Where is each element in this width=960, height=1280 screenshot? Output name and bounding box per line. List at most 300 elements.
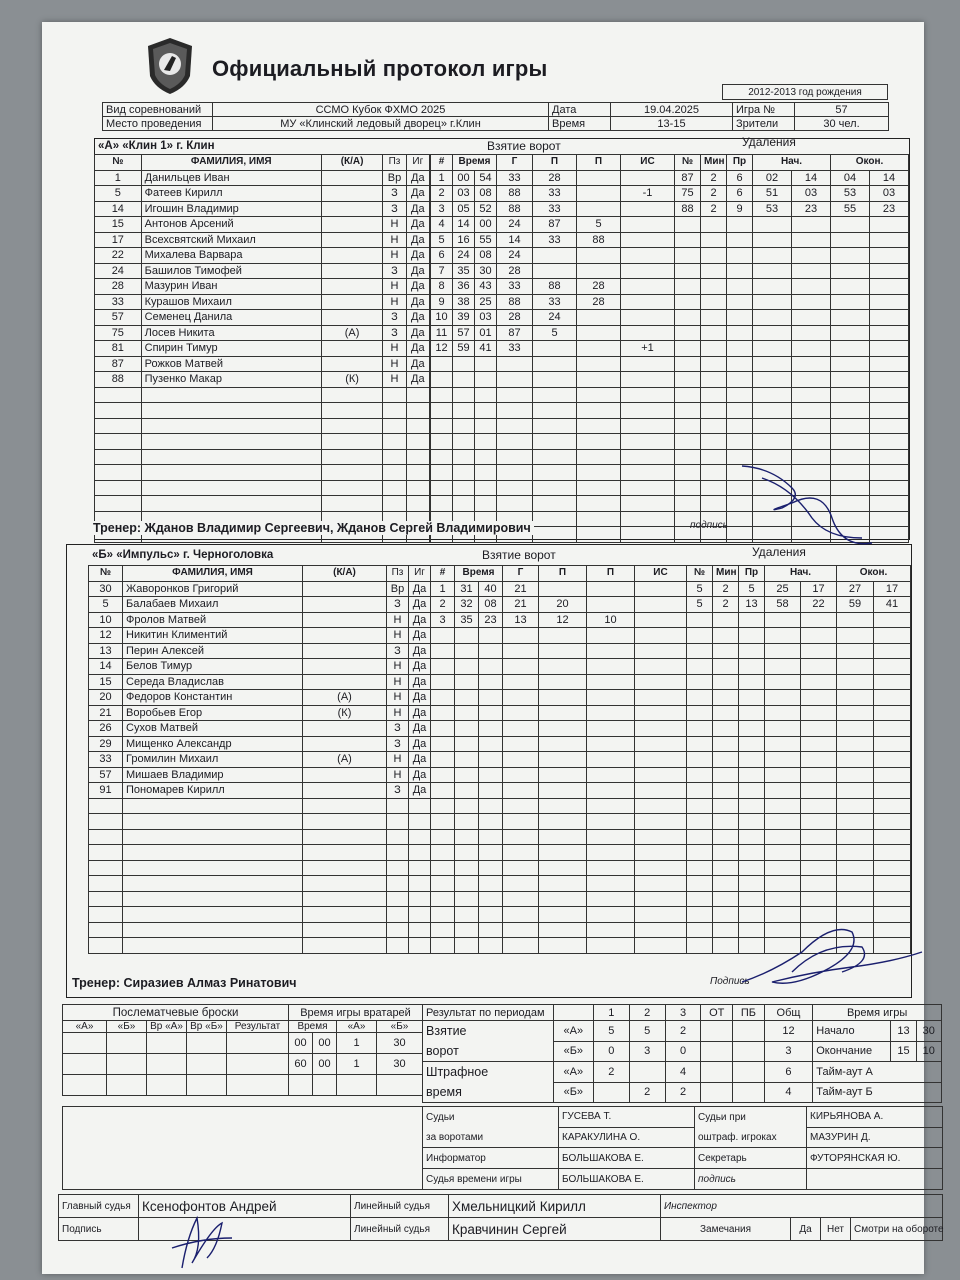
table-row <box>431 860 687 876</box>
penalty-end-sec <box>874 845 911 861</box>
player-plays <box>409 876 431 892</box>
penalty-end-min: 04 <box>831 170 870 186</box>
goal-assist-1 <box>533 434 577 450</box>
goal-assist-1 <box>539 845 587 861</box>
team-a-goals-title: Взятие ворот <box>487 139 561 153</box>
goal-situation <box>635 581 687 597</box>
player-captain-mark <box>321 186 382 202</box>
shootout-col: Вр «А» <box>147 1021 187 1033</box>
meta-table <box>102 102 889 131</box>
table-row <box>89 597 431 613</box>
goal-situation: +1 <box>621 341 675 357</box>
player-plays: Да <box>406 186 429 202</box>
player-name <box>123 907 303 923</box>
goal-second <box>479 736 503 752</box>
pim-team-b: «Б» <box>553 1082 593 1103</box>
goal-assist-2 <box>577 527 621 543</box>
penalty-end-sec <box>874 612 911 628</box>
goal-situation <box>635 736 687 752</box>
penalty-start-min <box>765 814 801 830</box>
penalty-end-min <box>837 628 874 644</box>
goal-situation <box>621 372 675 388</box>
table-row <box>431 767 687 783</box>
goal-assist-2 <box>577 434 621 450</box>
goal-second <box>479 814 503 830</box>
goals-a-p2: 5 <box>629 1021 665 1042</box>
player-position <box>387 922 409 938</box>
player-number <box>95 496 142 512</box>
player-position: Н <box>387 767 409 783</box>
penalty-code <box>739 845 765 861</box>
team-b-penalties <box>686 565 911 954</box>
player-captain-mark <box>321 434 382 450</box>
penalty-player <box>687 612 713 628</box>
penalty-start-sec <box>801 628 837 644</box>
player-name: Башилов Тимофей <box>141 263 321 279</box>
goal-assist-1 <box>539 659 587 675</box>
goal-situation <box>621 480 675 496</box>
player-name: Фролов Матвей <box>123 612 303 628</box>
penalty-code <box>739 891 765 907</box>
goal-assist-2 <box>587 767 635 783</box>
table-row <box>431 186 675 202</box>
player-position: З <box>387 736 409 752</box>
table-row <box>687 736 911 752</box>
player-name: Пузенко Макар <box>141 372 321 388</box>
goal-assist-1 <box>533 387 577 403</box>
linesman-label-1: Линейный судья <box>351 1195 449 1218</box>
penalty-end-sec: 41 <box>874 597 911 613</box>
goal-assist-2 <box>577 496 621 512</box>
player-plays <box>409 798 431 814</box>
player-position: Н <box>383 294 406 310</box>
goals-team-a: «А» <box>553 1021 593 1042</box>
player-captain-mark <box>303 581 387 597</box>
penalty-end-sec <box>874 705 911 721</box>
goal-number <box>431 783 455 799</box>
player-number <box>89 798 123 814</box>
player-plays <box>406 449 429 465</box>
penalty-end-min <box>831 372 870 388</box>
player-number: 1 <box>95 170 142 186</box>
goal-number <box>431 907 455 923</box>
penalty-minutes <box>713 876 739 892</box>
goal-scorer <box>503 814 539 830</box>
goal-assist-1 <box>533 449 577 465</box>
table-row <box>89 721 431 737</box>
penalty-player <box>687 721 713 737</box>
penalty-start-sec <box>801 643 837 659</box>
goal-scorer <box>497 480 533 496</box>
penalty-player: 5 <box>687 581 713 597</box>
player-name <box>123 829 303 845</box>
table-row <box>675 217 909 233</box>
penalty-start-sec <box>792 217 831 233</box>
col-start: Нач. <box>753 155 831 171</box>
penalty-code <box>727 418 753 434</box>
player-position: З <box>387 597 409 613</box>
player-plays <box>406 418 429 434</box>
player-number <box>95 480 142 496</box>
goal-number <box>431 736 455 752</box>
penalty-start-sec: 14 <box>792 170 831 186</box>
player-plays: Да <box>409 767 431 783</box>
player-name: Мищенко Александр <box>123 736 303 752</box>
penalty-player <box>675 418 701 434</box>
goal-minute: 05 <box>453 201 475 217</box>
player-captain-mark <box>321 232 382 248</box>
gk-col-a: «А» <box>337 1021 377 1033</box>
player-number: 81 <box>95 341 142 357</box>
goal-second <box>479 891 503 907</box>
shootout-col: «Б» <box>107 1021 147 1033</box>
goal-scorer: 87 <box>497 325 533 341</box>
col-end: Окон. <box>831 155 909 171</box>
penalty-start-min <box>753 310 792 326</box>
col-no: № <box>89 566 123 582</box>
goal-minute <box>455 814 479 830</box>
player-name <box>123 798 303 814</box>
player-plays <box>409 922 431 938</box>
table-row <box>431 907 687 923</box>
date-value: 19.04.2025 <box>611 103 733 117</box>
goal-minute <box>455 860 479 876</box>
player-plays <box>406 434 429 450</box>
player-plays: Да <box>406 217 429 233</box>
table-row <box>95 465 430 481</box>
table-row <box>687 581 911 597</box>
penalty-player <box>687 690 713 706</box>
goal-minute: 00 <box>453 170 475 186</box>
player-number <box>89 876 123 892</box>
officials-table <box>62 1106 943 1190</box>
penalty-start-sec <box>801 612 837 628</box>
player-captain-mark: (К) <box>303 705 387 721</box>
see-back: Смотри на обороте <box>851 1218 943 1241</box>
table-row <box>431 829 687 845</box>
player-number: 29 <box>89 736 123 752</box>
goal-minute <box>453 496 475 512</box>
goal-number: 1 <box>431 581 455 597</box>
player-number: 28 <box>95 279 142 295</box>
col-pen-no: № <box>687 566 713 582</box>
table-row <box>431 217 675 233</box>
player-number <box>95 403 142 419</box>
penalty-start-min <box>765 690 801 706</box>
table-row <box>675 232 909 248</box>
table-row <box>675 434 909 450</box>
player-number: 20 <box>89 690 123 706</box>
player-position: Н <box>387 690 409 706</box>
pim-label-1: Штрафное <box>423 1062 554 1083</box>
table-row <box>95 325 430 341</box>
goal-situation <box>621 217 675 233</box>
penalty-end-min <box>837 814 874 830</box>
penalty-end-sec <box>870 248 909 264</box>
table-row <box>89 891 431 907</box>
player-captain-mark <box>303 721 387 737</box>
shootout-title: Послематчевые броски <box>63 1005 289 1021</box>
goal-assist-2 <box>587 690 635 706</box>
goal-assist-1 <box>539 783 587 799</box>
player-captain-mark <box>303 736 387 752</box>
player-position <box>383 465 406 481</box>
gk-cell: 30 <box>377 1033 423 1054</box>
linesman-label-2: Линейный судья <box>351 1218 449 1241</box>
goal-second: 01 <box>475 325 497 341</box>
player-position <box>387 814 409 830</box>
penalty-player <box>687 783 713 799</box>
table-row <box>95 418 430 434</box>
penalty-minutes <box>713 674 739 690</box>
table-row <box>89 628 431 644</box>
penalty-end-sec <box>874 814 911 830</box>
player-name: Балабаев Михаил <box>123 597 303 613</box>
penalty-minutes: 2 <box>701 201 727 217</box>
col-min: Мин <box>713 566 739 582</box>
goal-number <box>431 465 453 481</box>
col-pz: Пз <box>387 566 409 582</box>
penalty-end-sec <box>870 325 909 341</box>
goal-assist-1: 33 <box>533 186 577 202</box>
penalty-start-min <box>765 876 801 892</box>
goal-assist-1: 12 <box>539 612 587 628</box>
table-row <box>687 876 911 892</box>
col-name: ФАМИЛИЯ, ИМЯ <box>141 155 321 171</box>
goal-number <box>431 659 455 675</box>
goal-situation <box>621 449 675 465</box>
goal-minute <box>455 829 479 845</box>
goal-number: 3 <box>431 612 455 628</box>
penalty-start-sec <box>801 721 837 737</box>
goal-number <box>431 403 453 419</box>
goal-number: 11 <box>431 325 453 341</box>
birth-year-box <box>722 84 888 100</box>
goal-second: 41 <box>475 341 497 357</box>
goal-minute: 39 <box>453 310 475 326</box>
table-row <box>687 643 911 659</box>
player-number: 75 <box>95 325 142 341</box>
goal-assist-2 <box>577 449 621 465</box>
player-plays <box>409 845 431 861</box>
goal-assist-2: 88 <box>577 232 621 248</box>
penalty-minutes <box>701 248 727 264</box>
secretary-label: Секретарь <box>695 1148 807 1169</box>
penalty-end-min <box>837 891 874 907</box>
goal-minute <box>455 643 479 659</box>
player-number: 57 <box>89 767 123 783</box>
table-row <box>89 845 431 861</box>
table-row <box>675 325 909 341</box>
goal-scorer: 21 <box>503 581 539 597</box>
penalty-code <box>739 628 765 644</box>
table-row <box>89 938 431 954</box>
penalty-end-min <box>837 690 874 706</box>
goal-situation <box>635 690 687 706</box>
table-row <box>687 659 911 675</box>
player-position <box>383 434 406 450</box>
player-captain-mark <box>303 876 387 892</box>
penalty-end-min <box>837 783 874 799</box>
period-col: ОТ <box>701 1005 733 1021</box>
goal-number: 7 <box>431 263 453 279</box>
goal-second: 25 <box>475 294 497 310</box>
goal-second <box>475 480 497 496</box>
table-row <box>687 612 911 628</box>
penalty-player <box>675 387 701 403</box>
penalty-end-min <box>831 434 870 450</box>
goal-minute <box>453 356 475 372</box>
table-row <box>687 767 911 783</box>
gk-title: Время игры вратарей <box>289 1005 423 1021</box>
goal-situation <box>635 876 687 892</box>
goal-minute <box>455 922 479 938</box>
table-row <box>675 248 909 264</box>
goal-assist-2 <box>587 829 635 845</box>
period-col: 1 <box>593 1005 629 1021</box>
goal-assist-1 <box>539 860 587 876</box>
penalty-end-min <box>837 798 874 814</box>
goal-situation <box>635 597 687 613</box>
goal-second <box>475 387 497 403</box>
goal-judge-2: КАРАКУЛИНА О. <box>559 1127 695 1148</box>
col-is: ИС <box>621 155 675 171</box>
penalty-minutes: 2 <box>713 581 739 597</box>
goals-b-p3: 0 <box>665 1041 701 1062</box>
goal-second <box>475 465 497 481</box>
table-row <box>431 170 675 186</box>
goal-assist-2 <box>587 628 635 644</box>
linesman-2-value: Кравчинин Сергей <box>449 1218 661 1241</box>
player-captain-mark: (А) <box>303 690 387 706</box>
penalty-end-sec: 14 <box>870 170 909 186</box>
goal-second <box>479 922 503 938</box>
player-number: 14 <box>95 201 142 217</box>
remarks-yes: Да <box>791 1218 821 1241</box>
player-name: Пономарев Кирилл <box>123 783 303 799</box>
player-plays <box>409 907 431 923</box>
penalty-player <box>675 325 701 341</box>
player-name: Рожков Матвей <box>141 356 321 372</box>
goal-assist-2: 28 <box>577 294 621 310</box>
goal-second: 55 <box>475 232 497 248</box>
remarks-no: Нет <box>821 1218 851 1241</box>
penalty-player <box>675 217 701 233</box>
penalty-start-min <box>765 798 801 814</box>
player-plays: Да <box>406 248 429 264</box>
penalty-player <box>675 294 701 310</box>
goal-assist-1 <box>539 876 587 892</box>
player-number <box>89 922 123 938</box>
table-row <box>89 798 431 814</box>
table-row <box>431 372 675 388</box>
goal-scorer: 33 <box>497 341 533 357</box>
penalty-start-sec <box>801 705 837 721</box>
goal-assist-2 <box>587 891 635 907</box>
goal-number <box>431 674 455 690</box>
player-position: З <box>387 721 409 737</box>
goal-situation <box>621 387 675 403</box>
player-captain-mark <box>303 814 387 830</box>
goal-number <box>431 449 453 465</box>
table-row <box>89 876 431 892</box>
col-pen-no: № <box>675 155 701 171</box>
goal-situation <box>621 496 675 512</box>
player-plays: Да <box>409 628 431 644</box>
table-row <box>431 643 687 659</box>
player-position: З <box>383 310 406 326</box>
penalty-code <box>739 876 765 892</box>
goal-minute <box>453 387 475 403</box>
penalty-start-min <box>753 341 792 357</box>
penalty-end-min <box>831 232 870 248</box>
player-captain-mark <box>303 612 387 628</box>
player-position <box>383 403 406 419</box>
penalty-end-sec <box>874 876 911 892</box>
end-hour: 15 <box>891 1041 916 1062</box>
table-row <box>95 387 430 403</box>
goal-second <box>479 938 503 954</box>
penalty-player <box>675 449 701 465</box>
goal-second <box>475 356 497 372</box>
game-time-title: Время игры <box>813 1005 942 1021</box>
goal-minute: 57 <box>453 325 475 341</box>
goal-assist-2 <box>577 403 621 419</box>
col-name: ФАМИЛИЯ, ИМЯ <box>123 566 303 582</box>
player-number: 87 <box>95 356 142 372</box>
timekeeper-label: Судья времени игры <box>423 1169 559 1190</box>
goal-second <box>479 705 503 721</box>
table-row <box>431 628 687 644</box>
goal-situation <box>621 310 675 326</box>
player-position <box>387 876 409 892</box>
goal-minute: 35 <box>455 612 479 628</box>
player-number: 17 <box>95 232 142 248</box>
player-position: З <box>387 783 409 799</box>
player-number: 33 <box>95 294 142 310</box>
player-position <box>387 798 409 814</box>
penalty-start-min <box>765 829 801 845</box>
penalty-minutes <box>701 217 727 233</box>
penalty-start-sec <box>792 341 831 357</box>
table-row <box>675 186 909 202</box>
goal-number <box>431 798 455 814</box>
goal-situation <box>621 356 675 372</box>
goal-minute <box>455 798 479 814</box>
penalty-start-sec <box>801 829 837 845</box>
penalty-start-min <box>753 325 792 341</box>
goal-situation <box>635 659 687 675</box>
penalty-code <box>727 356 753 372</box>
goal-assist-1 <box>533 248 577 264</box>
goal-second <box>479 798 503 814</box>
penalty-start-min <box>765 612 801 628</box>
table-row <box>687 860 911 876</box>
player-position: Н <box>383 341 406 357</box>
penalty-start-sec <box>801 690 837 706</box>
col-p1: П <box>533 155 577 171</box>
player-plays: Да <box>409 643 431 659</box>
col-is: ИС <box>635 566 687 582</box>
table-row <box>431 674 687 690</box>
goal-scorer <box>503 829 539 845</box>
penalty-player <box>675 263 701 279</box>
goal-scorer <box>503 690 539 706</box>
goal-assist-1 <box>533 496 577 512</box>
shootout-col: «А» <box>63 1021 107 1033</box>
goal-assist-1: 33 <box>533 232 577 248</box>
goal-number: 6 <box>431 248 453 264</box>
